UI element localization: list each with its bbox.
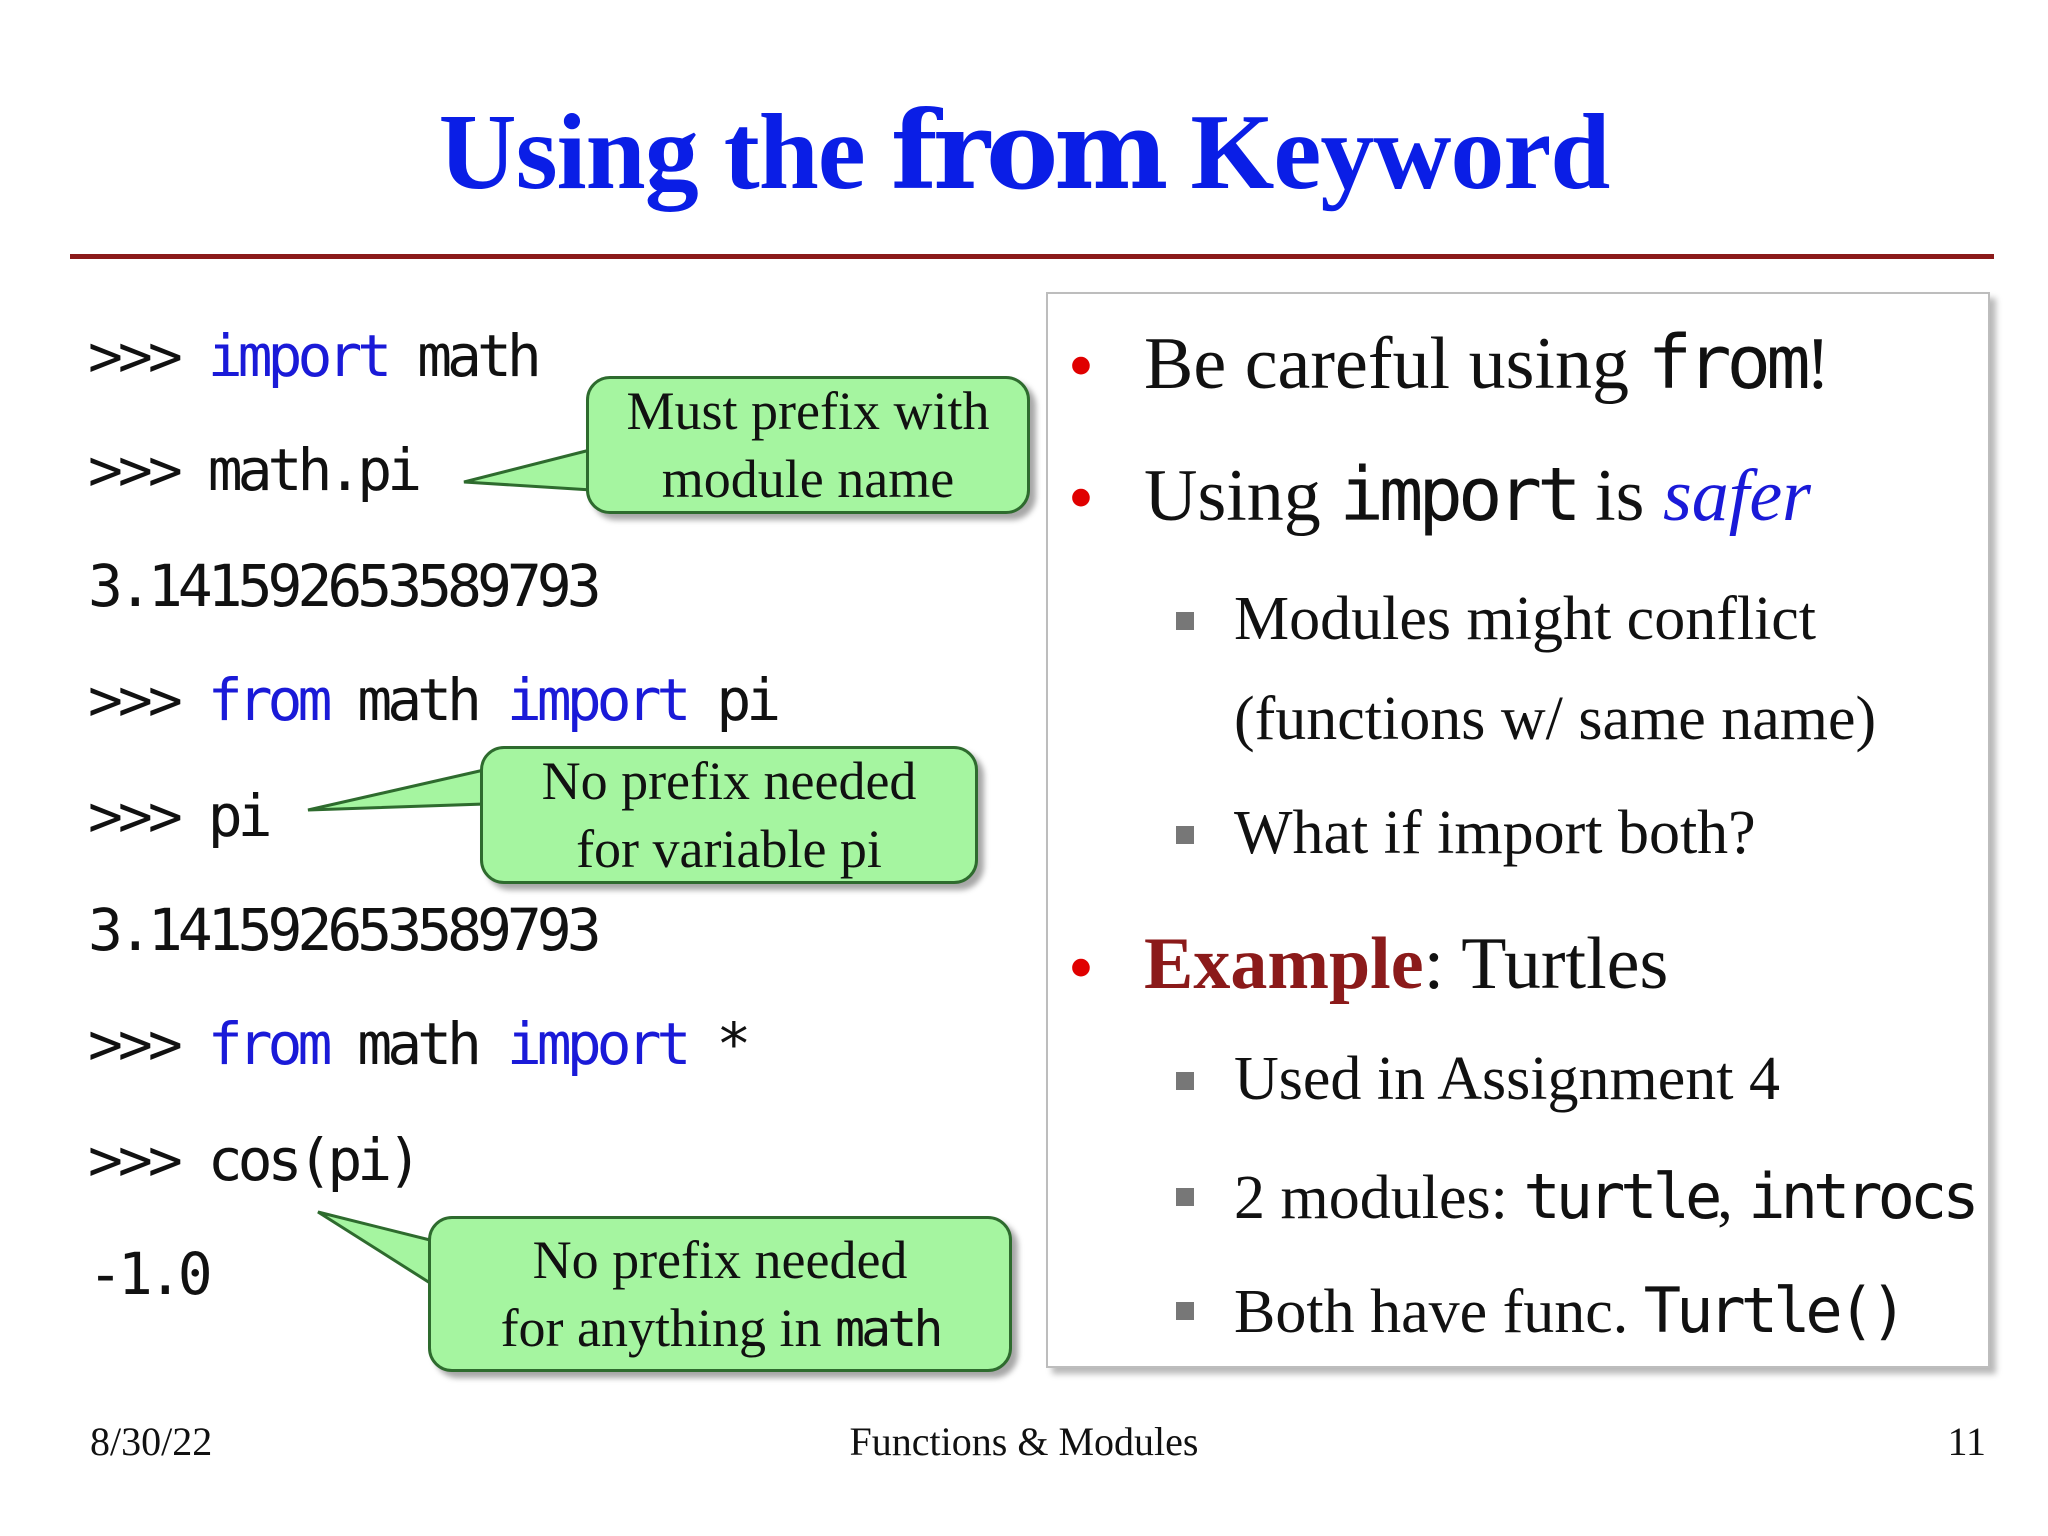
bullet-example bbox=[1144, 922, 1668, 1007]
sub-bullet-square-icon bbox=[1176, 826, 1194, 844]
code-output: 3.141592653589793 bbox=[88, 896, 597, 964]
bullet-text: 2 modules: bbox=[1234, 1164, 1524, 1232]
sub-bullet-assignment bbox=[1234, 1044, 1780, 1115]
code-keyword: import bbox=[207, 322, 388, 390]
bullet-emphasis: safer bbox=[1662, 455, 1811, 537]
bullet-import-safer bbox=[1144, 452, 1811, 539]
code-line-8 bbox=[88, 1126, 417, 1194]
footer-page-number: 11 bbox=[1947, 1419, 1986, 1464]
callout-line: module name bbox=[661, 449, 955, 509]
callout-no-prefix-pi bbox=[480, 746, 978, 884]
title-keyword: from bbox=[890, 88, 1165, 214]
bullet-careful-from bbox=[1144, 320, 1830, 407]
callout-text: for anything in bbox=[500, 1297, 836, 1358]
bullet-mono: introcs bbox=[1748, 1160, 1975, 1233]
callout-pointer-3 bbox=[318, 1212, 438, 1288]
bullet-text: : Turtles bbox=[1423, 923, 1669, 1005]
slide-title bbox=[0, 88, 2048, 215]
callout-line: for variable pi bbox=[576, 819, 882, 879]
code-line-2 bbox=[88, 436, 417, 504]
callout-pointer-2 bbox=[308, 770, 484, 810]
callout-mono-text: math bbox=[835, 1299, 940, 1358]
callout-no-prefix-math bbox=[428, 1216, 1012, 1372]
code-keyword: from bbox=[207, 666, 328, 734]
bullet-text: ! bbox=[1805, 323, 1831, 405]
code-text: math bbox=[387, 322, 537, 390]
code-text: cos(pi) bbox=[207, 1126, 418, 1194]
bullet-text: (functions w/ same name) bbox=[1234, 685, 1877, 753]
sub-bullet-square-icon bbox=[1176, 1302, 1194, 1320]
notes-panel bbox=[1046, 292, 1990, 1368]
sub-bullet-import-both bbox=[1234, 798, 1756, 869]
code-line-3 bbox=[88, 552, 597, 620]
code-text: pi bbox=[686, 666, 777, 734]
sub-bullet-turtle-func bbox=[1234, 1274, 1902, 1348]
bullet-text: , bbox=[1717, 1164, 1749, 1232]
code-keyword: import bbox=[506, 1010, 687, 1078]
bullet-mono: turtle bbox=[1523, 1160, 1718, 1233]
code-text: math.pi bbox=[207, 436, 418, 504]
code-text: pi bbox=[207, 782, 268, 850]
code-prompt: >>> bbox=[88, 782, 208, 850]
sub-bullet-square-icon bbox=[1176, 1188, 1194, 1206]
callout-line: Must prefix with bbox=[626, 381, 990, 441]
bullet-mono: Turtle() bbox=[1643, 1274, 1903, 1347]
bullet-emphasis: Example bbox=[1144, 923, 1424, 1005]
code-prompt: >>> bbox=[88, 1126, 208, 1194]
code-line-4 bbox=[88, 666, 776, 734]
code-output: -1.0 bbox=[88, 1240, 208, 1308]
bullet-text: Be careful using bbox=[1144, 323, 1648, 405]
bullet-mono: from bbox=[1647, 320, 1806, 406]
sub-bullet-modules bbox=[1234, 1160, 1975, 1234]
code-text: math bbox=[327, 1010, 507, 1078]
code-prompt: >>> bbox=[88, 666, 208, 734]
callout-line: No prefix needed bbox=[541, 751, 917, 811]
bullet-dot-icon: • bbox=[1068, 927, 1094, 1009]
bullet-text: What if import both? bbox=[1234, 799, 1756, 867]
code-line-5 bbox=[88, 782, 268, 850]
code-prompt: >>> bbox=[88, 322, 208, 390]
sub-bullet-conflict-1 bbox=[1234, 584, 1816, 655]
title-divider bbox=[70, 254, 1994, 259]
code-keyword: from bbox=[207, 1010, 328, 1078]
code-keyword: import bbox=[506, 666, 687, 734]
code-text: math bbox=[327, 666, 507, 734]
code-output: 3.141592653589793 bbox=[88, 552, 597, 620]
code-line-1 bbox=[88, 322, 537, 390]
bullet-mono: import bbox=[1339, 452, 1577, 538]
footer-title: Functions & Modules bbox=[849, 1419, 1199, 1464]
sub-bullet-conflict-2 bbox=[1234, 684, 1876, 755]
code-line-9 bbox=[88, 1240, 208, 1308]
code-line-7 bbox=[88, 1010, 746, 1078]
callout-pointer-1 bbox=[464, 450, 592, 490]
code-prompt: >>> bbox=[88, 1010, 208, 1078]
bullet-dot-icon: • bbox=[1068, 457, 1094, 539]
bullet-text: is bbox=[1576, 455, 1663, 537]
sub-bullet-square-icon bbox=[1176, 612, 1194, 630]
callout-line bbox=[431, 1294, 1009, 1363]
title-prefix: Using the bbox=[438, 93, 891, 212]
callout-must-prefix bbox=[586, 376, 1030, 514]
bullet-text: Modules might conflict bbox=[1234, 585, 1817, 653]
bullet-text: Used in Assignment 4 bbox=[1234, 1045, 1780, 1113]
code-line-6 bbox=[88, 896, 597, 964]
footer-date: 8/30/22 bbox=[90, 1419, 213, 1464]
code-prompt: >>> bbox=[88, 436, 208, 504]
title-suffix: Keyword bbox=[1164, 93, 1610, 212]
bullet-text: Both have func. bbox=[1234, 1278, 1644, 1346]
bullet-dot-icon: • bbox=[1068, 325, 1094, 407]
code-text: * bbox=[686, 1010, 747, 1078]
bullet-text: Using bbox=[1144, 455, 1340, 537]
callout-line: No prefix needed bbox=[532, 1229, 908, 1290]
sub-bullet-square-icon bbox=[1176, 1072, 1194, 1090]
